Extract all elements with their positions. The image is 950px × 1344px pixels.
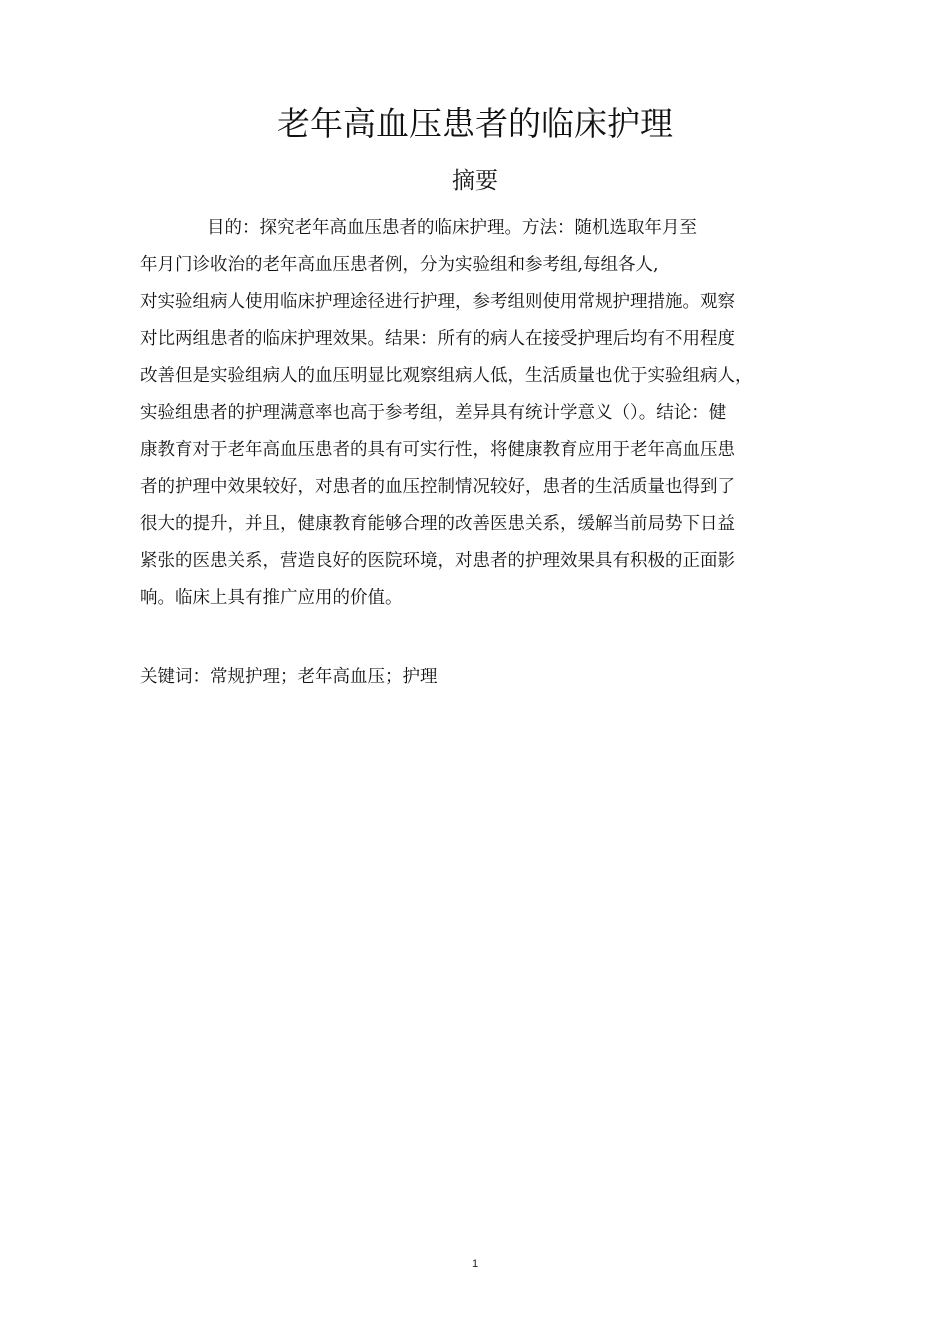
abstract-line: 对比两组患者的临床护理效果。结果：所有的病人在接受护理后均有不用程度 [140, 329, 735, 349]
abstract-line: 年月门诊收治的老年高血压患者例，分为实验组和参考组,每组各人, [140, 255, 659, 275]
abstract-line: 者的护理中效果较好，对患者的血压控制情况较好，患者的生活质量也得到了 [140, 477, 735, 497]
abstract-line: 目的：探究老年高血压患者的临床护理。方法：随机选取年月至 [207, 218, 697, 238]
page-number: 1 [471, 1258, 479, 1270]
abstract-line: 对实验组病人使用临床护理途径进行护理，参考组则使用常规护理措施。观察 [140, 292, 735, 312]
abstract-heading: 摘要 [452, 168, 498, 194]
abstract-line: 改善但是实验组病人的血压明显比观察组病人低，生活质量也优于实验组病人， [140, 366, 753, 386]
abstract-line: 很大的提升，并且，健康教育能够合理的改善医患关系，缓解当前局势下日益 [140, 514, 735, 534]
abstract-line: 实验组患者的护理满意率也高于参考组，差异具有统计学意义（）。结论：健 [140, 403, 727, 423]
abstract-line: 康教育对于老年高血压患者的具有可实行性，将健康教育应用于老年高血压患 [140, 440, 735, 460]
document-title: 老年高血压患者的临床护理 [277, 104, 673, 143]
abstract-line: 响。临床上具有推广应用的价值。 [140, 588, 403, 608]
abstract-body [140, 210, 830, 617]
keywords-line: 关键词：常规护理；老年高血压；护理 [140, 667, 438, 687]
abstract-line: 紧张的医患关系，营造良好的医院环境，对患者的护理效果具有积极的正面影 [140, 551, 735, 571]
